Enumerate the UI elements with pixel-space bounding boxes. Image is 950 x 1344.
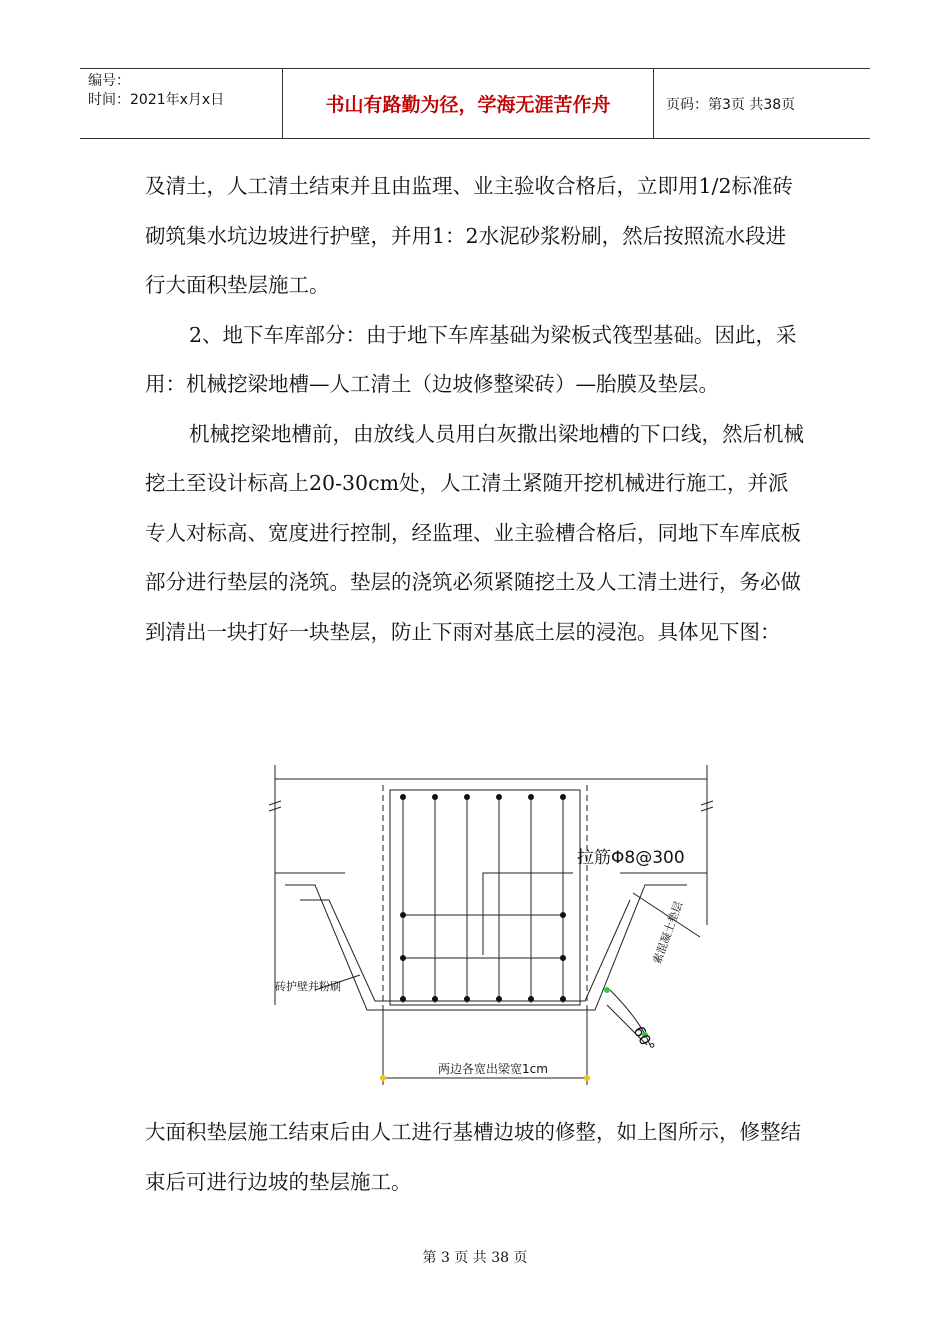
beam-section [390,790,580,1005]
label-concrete-layer: 素混凝土垫层 [650,899,686,967]
header-number: 编号： [88,73,130,89]
header-motto: 书山有路勤为径，学海无涯苦作舟 [283,69,654,138]
trench-section-diagram [255,765,725,1095]
label-tie-bar: 拉筋Φ8@300 [577,848,685,868]
paragraph: 2、地下车库部分：由于地下车库基础为梁板式筏型基础。因此，采用：机械挖梁地槽—人工清土（边坡修整梁砖）—胎膜及垫层。 [145,322,797,396]
page-header [80,68,870,139]
paragraph: 大面积垫层施工结束后由人工进行基槽边坡的修整，如上图所示，修整结束后可进行边坡的垫层施工。 [145,1120,801,1194]
label-angle: 60° [629,1023,659,1056]
paragraph: 机械挖梁地槽前，由放线人员用白灰撒出梁地槽的下口线，然后机械挖土至设计标高上20-30cm处，人工清土紧随开挖机械进行施工，并派专人对标高、宽度进行控制，经监理、业主验槽合格后，同地下车库底板部分进行垫层的浇筑。垫层的浇筑必须紧随挖土及人工清土进行，务必做到清出一块打好一块垫层，防止下雨对基底土层的浸泡。具体见下图： [145,421,804,644]
header-date: 时间：2021年x月x日 [88,92,225,108]
label-brick-wall: 砖护壁并粉刷 [275,980,341,993]
paragraph: 及清土，人工清土结束并且由监理、业主验收合格后，立即用1/2标准砖砌筑集水坑边坡进行护壁，并用1：2水泥砂浆粉刷，然后按照流水段进行大面积垫层施工。 [145,174,793,297]
header-page-info: 页码：第3页 共38页 [666,96,796,113]
header-meta [80,69,283,138]
trench-outline-outer [285,885,687,1010]
body-text [145,162,805,657]
after-figure-text [145,1108,805,1207]
page-footer: 第 3 页 共 38 页 [422,1250,528,1266]
label-width-note: 两边各宽出梁宽1cm [438,1062,548,1076]
